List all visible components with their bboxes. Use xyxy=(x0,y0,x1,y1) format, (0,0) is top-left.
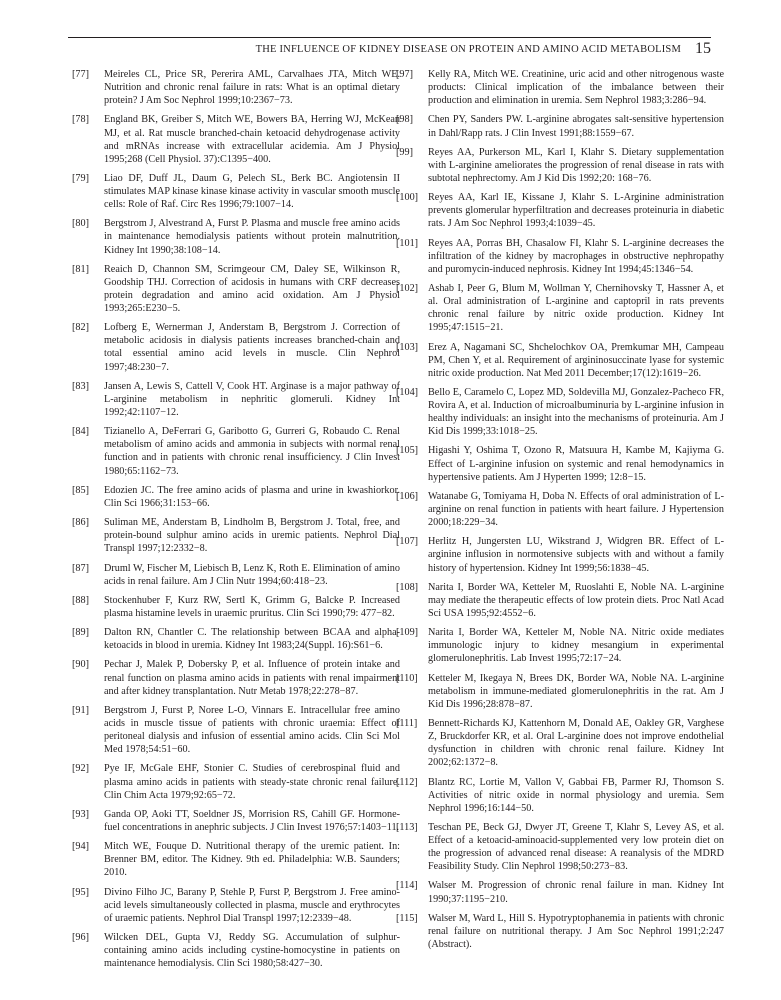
reference-item xyxy=(72,626,400,652)
reference-text: Liao DF, Duff JL, Daum G, Pelech SL, Berk BC. Angiotensin II stimulates MAP kinase kinase kinase activity in vascular smooth muscle cells: Role of Raf. Circ Res 1996;79:1007−14. xyxy=(104,172,400,211)
reference-item xyxy=(396,237,724,276)
reference-text: Reaich D, Channon SM, Scrimgeour CM, Daley SE, Wilkinson R, Goodship THJ. Correction of acidosis in humans with CRF decreases protein degradation and amino acid oxidation. Am J Physiol 1993;265:E230−5. xyxy=(104,263,400,315)
references-column-right xyxy=(396,68,724,957)
reference-item xyxy=(396,672,724,711)
reference-text: Mitch WE, Fouque D. Nutritional therapy of the uremic patient. In: Brenner BM, editor. The Kidney. 9th ed. Philadelphia: W.B. Saunders; 2010. xyxy=(104,841,400,879)
reference-item xyxy=(72,217,400,256)
reference-number: [111] xyxy=(396,718,418,729)
reference-text: Divino Filho JC, Barany P, Stehle P, Furst P, Bergstrom J. Free amino-acid levels simultaneously collected in plasma, muscle and erythrocytes of uraemic patients. Nephrol Dial Transpl 1997;12:2339−48. xyxy=(104,886,400,924)
reference-item xyxy=(72,886,400,925)
reference-item xyxy=(396,717,724,769)
reference-text: Blantz RC, Lortie M, Vallon V, Gabbai FB, Parmer RJ, Thomson S. Activities of nitric oxide in normal physiology and uremia. Sem Nephrol 1996;16:144−50. xyxy=(428,776,724,814)
reference-text: Herlitz H, Jungersten LU, Wikstrand J, Widgren BR. Effect of L-arginine influsion in normotensive subjects with and without a family history of hypertension. Kidney Int 1999;56:1838−45. xyxy=(428,536,724,574)
reference-text: Ganda OP, Aoki TT, Soeldner JS, Morrision RS, Cahill GF. Hormone-fuel concentrations in anephric subjects. J Clin Invest 1976;57:1403−11. xyxy=(104,808,400,833)
reference-text: Narita I, Border WA, Ketteler M, Noble NA. Nitric oxide mediates immunologic injury to kidney mesangium in experimental glomerulonephritis. Lab Invest 1995;72:17−24. xyxy=(428,627,724,665)
reference-text: Bergstrom J, Furst P, Noree L-O, Vinnars E. Intracellular free amino acids in muscle tissue of patients with chronic uraemia: Effect of peritoneal dialysis and infusion of essential amino acids. Clin Sci Mol Med 1978;54:51−60. xyxy=(104,704,400,756)
reference-text: Reyes AA, Purkerson ML, Karl I, Klahr S. Dietary supplementation with L-arginine ameliorates the progression of renal disease in rats with subtotal nephrectomy. Am J Kid Dis 1992;20: 168−76. xyxy=(428,146,724,184)
reference-item xyxy=(72,321,400,373)
reference-item xyxy=(72,380,400,419)
reference-number: [107] xyxy=(396,536,419,548)
reference-number: [112] xyxy=(396,776,418,788)
reference-item xyxy=(396,776,724,815)
reference-item xyxy=(72,263,400,315)
reference-number: [79] xyxy=(72,172,89,184)
reference-number: [89] xyxy=(72,627,89,639)
reference-item xyxy=(396,113,724,139)
reference-number: [105] xyxy=(396,445,419,457)
reference-number: [91] xyxy=(72,704,89,716)
reference-item xyxy=(72,594,400,620)
reference-number: [115] xyxy=(396,912,418,924)
reference-number: [97] xyxy=(396,69,413,80)
reference-item xyxy=(72,562,400,588)
reference-number: [82] xyxy=(72,322,89,334)
header-rule xyxy=(68,37,711,38)
reference-text: Bennett-Richards KJ, Kattenhorn M, Donald AE, Oakley GR, Varghese Z, Bruckdorfer KR, et al. Oral L-arginine does not improve endothelial dysfunction in children with chronic renal failure. Kidney Int 2002;62:1372−8. xyxy=(428,718,724,769)
reference-number: [95] xyxy=(72,886,89,898)
reference-text: Bello E, Caramelo C, Lopez MD, Soldevilla MJ, Gonzalez-Pacheco FR, Rovira A, et al. Induction of microalbuminuria by L-arginine infusion in healthy individuals: an insight into the mechanisms of proteinuria. Am J Kid Dis 1999;33:1018−25. xyxy=(428,386,724,438)
reference-item xyxy=(396,490,724,529)
reference-item xyxy=(72,704,400,756)
reference-text: Suliman ME, Anderstam B, Lindholm B, Bergstrom J. Total, free, and protein-bound sulphur amino acids in uremic patients. Nephrol Dial Transpl 1997;12:2332−8. xyxy=(104,517,400,555)
reference-number: [88] xyxy=(72,594,89,606)
reference-item xyxy=(396,444,724,483)
reference-item xyxy=(396,535,724,574)
reference-item xyxy=(396,912,724,951)
reference-number: [78] xyxy=(72,114,89,126)
reference-text: Ashab I, Peer G, Blum M, Wollman Y, Chernihovsky T, Hassner A, et al. Oral administration of L-arginine and captopril in rats prevents chronic renal failure by nitric oxide production. Kidney Int 1995;47:1515−21. xyxy=(428,283,724,334)
reference-number: [113] xyxy=(396,821,418,833)
reference-item xyxy=(72,484,400,510)
reference-item xyxy=(396,282,724,334)
reference-text: Jansen A, Lewis S, Cattell V, Cook HT. Arginase is a major pathway of L-arginine metabolism in nephritic glomeruli. Kidney Int 1992;42:1107−12. xyxy=(104,380,400,418)
reference-number: [92] xyxy=(72,763,89,775)
reference-item xyxy=(72,516,400,555)
reference-text: Pye IF, McGale EHF, Stonier C. Studies of cerebrospinal fluid and plasma amino acids in patients with steady-state chronic renal failure. Clin Chim Acta 1979;92:65−72. xyxy=(104,763,400,801)
reference-number: [85] xyxy=(72,484,89,496)
reference-number: [77] xyxy=(72,69,89,80)
reference-item xyxy=(396,341,724,380)
reference-item xyxy=(72,840,400,879)
reference-number: [83] xyxy=(72,380,89,392)
reference-number: [80] xyxy=(72,218,89,230)
reference-text: Kelly RA, Mitch WE. Creatinine, uric acid and other nitrogenous waste products: Clinical implication of the imbalance between their production and elimination in uremia. Sem Nephrol 1983;3:286−94. xyxy=(428,69,724,107)
reference-number: [110] xyxy=(396,672,418,684)
running-title: THE INFLUENCE OF KIDNEY DISEASE ON PROTEIN AND AMINO ACID METABOLISM xyxy=(255,44,681,55)
reference-text: Narita I, Border WA, Ketteler M, Ruoslahti E, Noble NA. L-arginine may mediate the therapeutic effects of low protein diets. Proc Natl Acad Sci USA 1995;92:4552−6. xyxy=(428,581,724,619)
reference-number: [98] xyxy=(396,114,413,126)
reference-item xyxy=(72,808,400,834)
reference-item xyxy=(396,191,724,230)
reference-number: [96] xyxy=(72,932,89,944)
reference-item xyxy=(396,386,724,438)
reference-text: Erez A, Nagamani SC, Shchelochkov OA, Premkumar MH, Campeau PM, Chen Y, et al. Requirement of argininosuccinate lyase for systemic nitric oxide production. Nat Med 2011 December;17(12):1619−26. xyxy=(428,341,724,379)
reference-text: Higashi Y, Oshima T, Ozono R, Matsuura H, Kambe M, Kajiyma G. Effect of L-arginine infusion on systemic and renal hemodynamics in hypertensive patients. Am J Hyperten 1999; 12:8−15. xyxy=(428,445,724,483)
reference-text: Edozien JC. The free amino acids of plasma and urine in kwashiorkor. Clin Sci 1966;31:153−66. xyxy=(104,484,400,509)
reference-number: [94] xyxy=(72,841,89,853)
reference-text: Wilcken DEL, Gupta VJ, Reddy SG. Accumulation of sulphur-containing amino acids including cystine-homocystine in patients on maintenance hemodialysis. Clin Sci 1980;58:427−30. xyxy=(104,932,400,970)
reference-item xyxy=(396,68,724,107)
reference-number: [102] xyxy=(396,283,419,295)
reference-item xyxy=(72,113,400,165)
reference-item xyxy=(396,821,724,873)
running-head xyxy=(68,40,711,60)
reference-text: Lofberg E, Wernerman J, Anderstam B, Bergstrom J. Correction of metabolic acidosis in dialysis patients increases branched-chain and total essential amino acid levels in muscle. Clin Nephrol 1997;48:230−7. xyxy=(104,322,400,373)
reference-text: Stockenhuber F, Kurz RW, Sertl K, Grimm G, Balcke P. Increased plasma histamine levels in uraemic pruritus. Clin Sci 1990;79: 477−82. xyxy=(104,594,400,619)
reference-number: [114] xyxy=(396,880,418,892)
reference-number: [81] xyxy=(72,263,89,275)
reference-text: Chen PY, Sanders PW. L-arginine abrogates salt-sensitive hypertension in Dahl/Rapp rats. J Clin Invest 1991;88:1559−67. xyxy=(428,114,724,139)
reference-number: [87] xyxy=(72,562,89,574)
reference-text: Ketteler M, Ikegaya N, Brees DK, Border WA, Noble NA. L-arginine metabolism in immune-mediated glomerulonephritis in the rat. Am J Kid Dis 1996;28:878−87. xyxy=(428,672,724,710)
reference-number: [93] xyxy=(72,808,89,820)
reference-text: England BK, Greiber S, Mitch WE, Bowers BA, Herring WJ, McKean MJ, et al. Rat muscle branched-chain ketoacid dehydrogenase activity and mRNAs increase with extracellular acidemia. Am J Physiol 1995;268 (Cell Physiol. 37):C1395−400. xyxy=(104,114,400,165)
reference-text: Bergstrom J, Alvestrand A, Furst P. Plasma and muscle free amino acids in maintenance hemodialysis patients without protein malnutrition. Kidney Int 1990;38:108−14. xyxy=(104,218,400,256)
reference-number: [90] xyxy=(72,659,89,671)
reference-item xyxy=(396,626,724,665)
reference-item xyxy=(72,931,400,970)
reference-text: Druml W, Fischer M, Liebisch B, Lenz K, Roth E. Elimination of amino acids in renal failure. Am J Clin Nutr 1994;60:418−23. xyxy=(104,562,400,587)
reference-text: Dalton RN, Chantler C. The relationship between BCAA and alpha-ketoacids in blood in uremia. Kidney Int 1983;24(Suppl. 16):S61−6. xyxy=(104,627,400,652)
reference-item xyxy=(72,762,400,801)
reference-number: [104] xyxy=(396,386,419,398)
reference-item xyxy=(72,658,400,697)
page-number: 15 xyxy=(695,40,711,57)
reference-number: [103] xyxy=(396,341,419,353)
reference-number: [101] xyxy=(396,237,419,249)
reference-number: [106] xyxy=(396,490,419,502)
reference-number: [108] xyxy=(396,581,419,593)
reference-item xyxy=(396,581,724,620)
reference-item xyxy=(396,879,724,905)
reference-number: [100] xyxy=(396,192,419,204)
reference-number: [109] xyxy=(396,627,419,639)
reference-number: [84] xyxy=(72,426,89,438)
reference-text: Walser M, Ward L, Hill S. Hypotryptophanemia in patients with chronic renal failure on nutritional therapy. J Am Soc Nephrol 1991;2:247 (Abstract). xyxy=(428,912,724,950)
reference-item xyxy=(396,146,724,185)
reference-text: Reyes AA, Porras BH, Chasalow FI, Klahr S. L-arginine decreases the infiltration of the kidney by macrophages in obstructive nephropathy and puromycin-induced nephrosis. Kidney Int 1994;45:1346−54. xyxy=(428,237,724,275)
reference-text: Tizianello A, DeFerrari G, Garibotto G, Gurreri G, Robaudo C. Renal metabolism of amino acids and ammonia in subjects with normal renal function and in patients with chronic renal insufficiency. J Clin Invest 1980;65:1162−73. xyxy=(104,426,400,477)
reference-text: Watanabe G, Tomiyama H, Doba N. Effects of oral administration of L-arginine on renal function in patients with heart failure. J Hypertension 2000;18:229−34. xyxy=(428,490,724,529)
reference-item xyxy=(72,68,400,107)
references-column-left xyxy=(72,68,400,976)
reference-number: [99] xyxy=(396,146,413,158)
reference-text: Reyes AA, Karl IE, Kissane J, Klahr S. L-Arginine administration prevents glomerular hyperfiltration and decreases proteinuria in diabetic rats. J Am Soc Nephrol 1993;4:1039−45. xyxy=(428,192,724,230)
reference-text: Walser M. Progression of chronic renal failure in man. Kidney Int 1990;37:1195−210. xyxy=(428,880,724,905)
reference-text: Pechar J, Malek P, Dobersky P, et al. Influence of protein intake and renal function on plasma amino acids in patients with renal impairment and after kidney transplantation. Nutr Metab 1978;22:278−87. xyxy=(104,659,400,697)
reference-text: Teschan PE, Beck GJ, Dwyer JT, Greene T, Klahr S, Levey AS, et al. Effect of a ketoacid-aminoacid-supplemented very low protein diet on the progression of advanced renal disease: A reanalysis of the MDRD Feasibility Study. Clin Nephrol 1998;50:273−83. xyxy=(428,821,724,873)
reference-item xyxy=(72,172,400,211)
reference-text: Meireles CL, Price SR, Pererira AML, Carvalhaes JTA, Mitch WE. Nutrition and chronic renal failure in rats: What is an optimal dietary protein? J Am Soc Nephrol 1999;10:2367−73. xyxy=(104,69,400,107)
reference-number: [86] xyxy=(72,517,89,529)
reference-item xyxy=(72,425,400,477)
